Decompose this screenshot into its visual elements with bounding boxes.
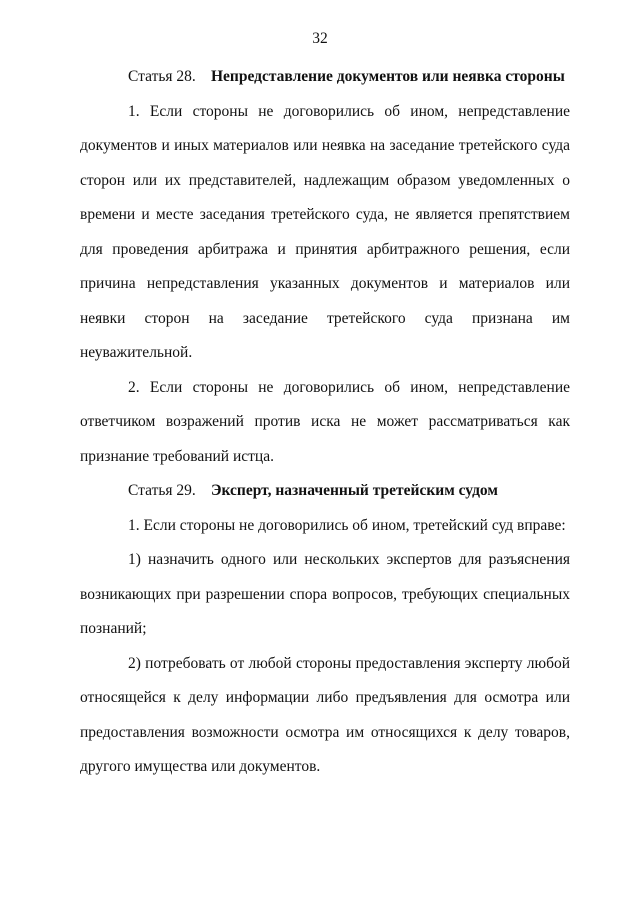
article-28-paragraph-1: 1. Если стороны не договорились об ином, непредставление документов и иных материалов или неявка на заседание третейского суда сторон или их представителей, надлежащим образом уведомленных о времени и месте заседания третейского суда, не является препятствием для проведения арбитража и принятия арбитражного решения, если причина непредставления указанных документов и материалов или неявки сторон на заседание третейского суда признана им неуважительной. [80,102,570,361]
article-29-heading [80,474,570,509]
document-body [80,60,570,785]
article-28-heading [80,60,570,95]
article-29-item-1: 1) назначить одного или нескольких экспертов для разъяснения возникающих при разрешении спора вопросов, требующих специальных познаний; [80,551,570,637]
article-29-item-2: 2) потребовать от любой стороны предоставления эксперту любой относящейся к делу информации либо предъявления для осмотра или предоставления возможности осмотра им относящихся к делу товаров, другого имущества или документов. [80,654,570,775]
page-number: 32 [312,30,328,47]
article-29-title: Эксперт, назначенный третейским судом [211,482,498,499]
article-29-paragraph-1: 1. Если стороны не договорились об ином, третейский суд вправе: [128,516,566,534]
article-29-number: Статья 29. [128,482,196,499]
article-28-title: Непредставление документов или неявка стороны [211,68,565,85]
article-28-paragraph-2: 2. Если стороны не договорились об ином, непредставление ответчиком возражений против иска не может рассматриваться как признание требований истца. [80,378,570,465]
article-28-number: Статья 28. [128,68,196,85]
